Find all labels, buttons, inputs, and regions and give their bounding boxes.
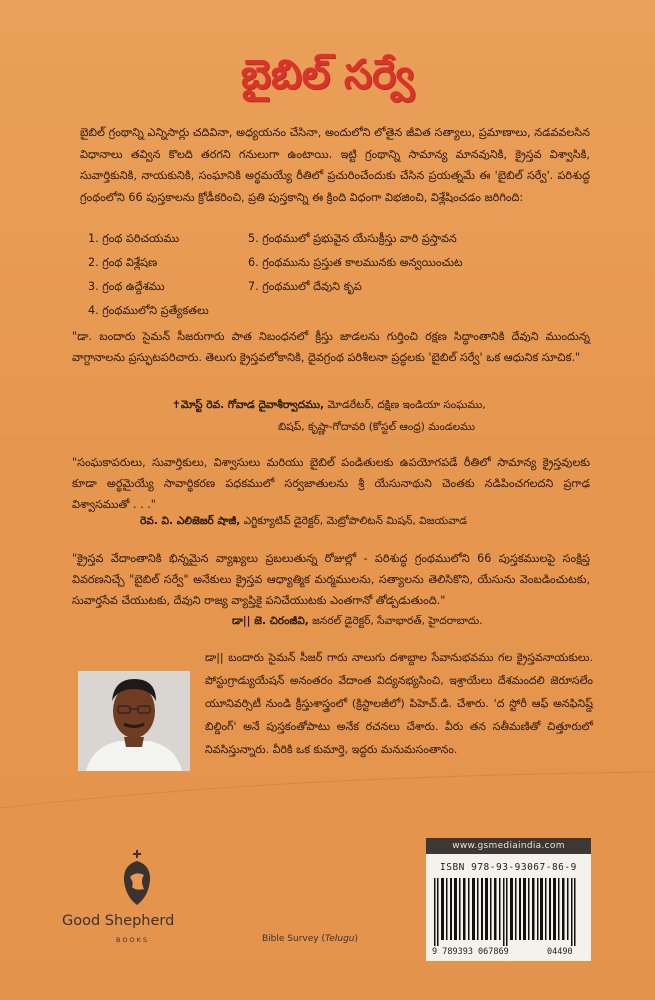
endorser-role: జనరల్ డైరెక్టర్, సేవాభారత్, హైదరాబాదు. [312, 615, 483, 627]
endorser-name: రెవ. వి. ఎలిజెజర్ షాజీ, [140, 515, 241, 527]
publisher-name: Good Shepherd [62, 913, 175, 929]
publisher-subtitle: BOOKS [116, 936, 149, 944]
endorser-name: డా|| జె. చిరంజీవి, [232, 615, 309, 627]
endorsement-quote-3: "క్రైస్తవ వేదాంతానికి భిన్నమైన వ్యాఖ్యలు ప్రబలుతున్న రోజుల్లో - పరిశుద్ధ గ్రంథములోని 66 పుస్తకములపై సంక్షిప్త వివరణనిచ్చే "బైబిల్ సర్వే" అనేకులు క్రైస్తవ ఆధ్యాత్మిక మర్మములను, సత్యాలను తెలిసికొని, యేసును వెంబడించుటకు, సువార్తసేవ చేయుటకు, దేవుని రాజ్య వ్యాప్తికై పనిచేయుటకు ఎంతగానో తోడ్పడుతుంది." [72, 552, 590, 607]
website-url: www.gsmediaindia.com [426, 838, 591, 854]
ean-number: 9 789393 067869 [432, 947, 509, 957]
good-shepherd-logo-icon [114, 847, 160, 913]
author-photo [78, 671, 190, 771]
endorser-role: మోడరేటర్, దక్షిణ ఇండియా సంఘము, [327, 399, 486, 411]
contents-item: 1. గ్రంథ పరిచయము [88, 232, 180, 245]
intro-paragraph: బైబిల్ గ్రంథాన్ని ఎన్నిసార్లు చదివినా, అధ్యయనం చేసినా, అందులోని లోతైన జీవిత సత్యాలు, ప్రమాణాలు, నడవవలసిన విధానాలు తవ్విన కొలది తరగని గనులుగా ఉంటాయి. ఇట్టి గ్రంథాన్ని సామాన్య మానవునికి, క్రైస్తవ విశ్వాసికి, సువార్తికునికి, నాయకునికి, సంఘానికి అర్థమయ్యే రీతిలో ప్రచురించేందుకు చేసిన ప్రయత్నమే ఈ 'బైబిల్ సర్వే'. పరిశుద్ధ గ్రంథంలోని 66 పుస్తకాలను క్రోడీకరించి, ప్రతి పుస్తకాన్ని ఈ క్రింది విధంగా విభజించి, విశ్లేషించడం జరిగింది: [80, 126, 590, 204]
contents-item: 6. గ్రంథమును ప్రస్తుత కాలమునకు అన్వయించుట [248, 256, 463, 269]
endorsement-quote-1: "డా. బందారు సైమన్ సీజరుగారు పాత నిబంధనలో క్రీస్తు జాడలను గుర్తించి రక్షణ సిద్ధాంతానికి దేవుని ముందున్న వాగ్దానాలను ప్రస్ఫుటపరిచారు. తెలుగు క్రైస్తవలోకానికి, దైవగ్రంథ పరిశీలనా ప్రద్ధలకు 'బైబిల్ సర్వే' ఒక ఆధునిక సూచిక." [72, 330, 590, 364]
contents-item: 4. గ్రంథములోని ప్రత్యేకతలు [88, 304, 209, 317]
contents-item: 2. గ్రంథ విశ్లేషణ [88, 256, 158, 269]
endorser-name: ✝మోస్ట్ రెవ. గోవాడ దైవాశీర్వాదము, [172, 399, 325, 411]
contents-item: 3. గ్రంథ ఉద్దేశము [88, 280, 165, 293]
isbn-number: ISBN 978-93-93067-86-9 [440, 862, 577, 873]
endorsement-quote-2: "సంఘకాపరులు, సువార్తికులు, విశ్వాసులు మరియు బైబిల్ పండితులకు ఉపయోగపడే రీతిలో సామాన్య క్రైస్తవులకు కూడా అర్థమైయ్యే సావార్థికరణ పధకములో సర్వజాతులను శ్రీ యేసునాథుని చెంతకు నడిపించగలదని ప్రగాఢ విశ్వాసముతో . . ." [72, 456, 590, 511]
contents-list [88, 232, 588, 320]
contents-item: 7. గ్రంథములో దేవుని కృప [248, 280, 362, 293]
endorsement-attribution-1 [172, 396, 486, 415]
book-title-english-text: Bible Survey [262, 934, 319, 944]
endorsement-attribution-3 [232, 612, 483, 631]
book-title-english: Bible Survey (Telugu) [262, 934, 359, 944]
price-code: 04490 [547, 947, 573, 957]
author-bio: డా|| బందారు సైమన్ సీజర్ గారు నాలుగు దశాబ్దాల సేవానుభవము గల క్రైస్తవనాయకులు. పోస్టుగ్రాడ్యుయేషన్ అనంతరం వేదాంత విద్యనభ్యసించి, ఇశ్రాయేలు దేశమందలి జెరూసలేం యూనివర్సిటీ నుండి క్రీస్తుశాస్త్రంలో (క్రిస్టాలజీలో) పిహెచ్.డి. చేశారు. 'ద స్టోరీ ఆఫ్ అనఫినిష్డ్ బిల్డింగ్' అనే పుస్తకంతోపాటు అనేక రచనలు చేశారు. వీరు తన సతీమణితో చిత్తూరులో నివసిస్తున్నారు. వీరికి ఒక కుమార్తె, ఇద్దరు మనుమసంతానం. [205, 651, 593, 756]
barcode-block [426, 854, 591, 961]
book-title: బైబిల్ సర్వే [240, 52, 415, 98]
cover-crease [0, 760, 655, 820]
book-language: Telugu [324, 934, 355, 944]
barcode [432, 878, 585, 946]
endorsement-attribution-2 [140, 512, 467, 531]
endorsement-attribution-1-line2: బిషప్, కృష్ణా-గోదావరి (కోస్టల్ ఆంధ్ర) మండలము [278, 421, 476, 433]
endorser-role: ఎగ్జిక్యూటివ్ డైరెక్టర్, మెట్రోపొలిటన్ మిషన్, విజయవాడ [243, 515, 468, 527]
contents-item: 5. గ్రంథములో ప్రభువైన యేసుక్రీస్తు వారి ప్రస్తావన [248, 232, 457, 245]
